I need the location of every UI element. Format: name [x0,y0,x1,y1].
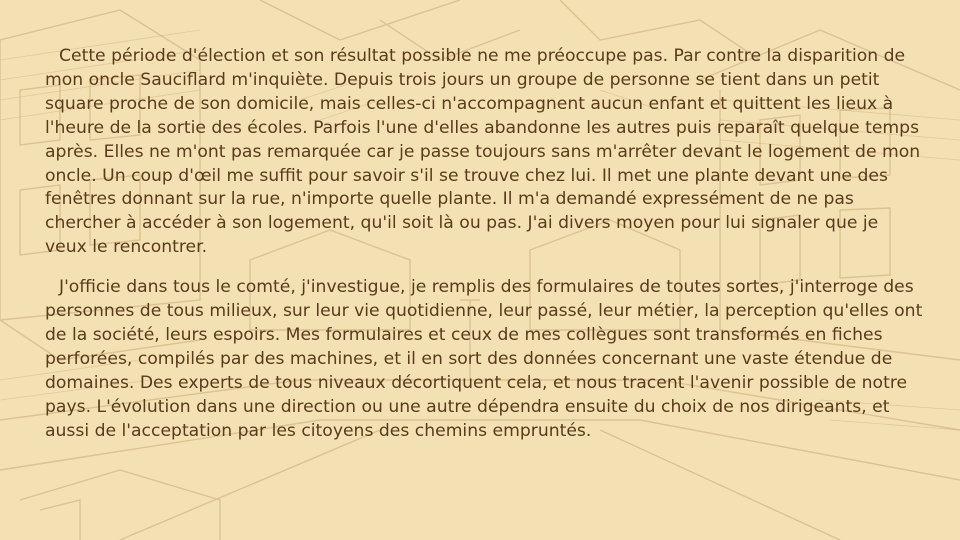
document-body [45,45,925,444]
paragraph-1: Cette période d'élection et son résultat possible ne me préoccupe pas. Par contre la disparition de mon oncle Sauciflard m'inquiète. Depuis trois jours un groupe de personne se tient dans un petit square proche de son domicile, mais celles-ci n'accompagnent aucun enfant et quittent les lieux à l'heure de la sortie des écoles. Parfois l'une d'elles abandonne les autres puis reparaît quelque temps après. Elles ne m'ont pas remarquée car je passe toujours sans m'arrêter devant le logement de mon oncle. Un coup d'œil me suffit pour savoir s'il se trouve chez lui. Il met une plante devant une des fenêtres donnant sur la rue, n'importe quelle plante. Il m'a demandé expressément de ne pas chercher à accéder à son logement, qu'il soit là ou pas. J'ai divers moyen pour lui signaler que je veux le rencontrer. [45,46,921,258]
paragraph-2: J'officie dans tous le comté, j'investigue, je remplis des formulaires de toutes sortes, j'interroge des personnes de tous milieux, sur leur vie quotidienne, leur passé, leur métier, la perception qu'elles ont de la société, leurs espoirs. Mes formulaires et ceux de mes collègues sont transformés en fiches perforées, compilés par des machines, et il en sort des données concernant une vaste étendue de domaines. Des experts de tous niveaux décortiquent cela, et nous tracent l'avenir possible de notre pays. L'évolution dans une direction ou une autre dépendra ensuite du choix de nos dirigeants, et aussi de l'acceptation par les citoyens des chemins empruntés. [45,277,923,441]
